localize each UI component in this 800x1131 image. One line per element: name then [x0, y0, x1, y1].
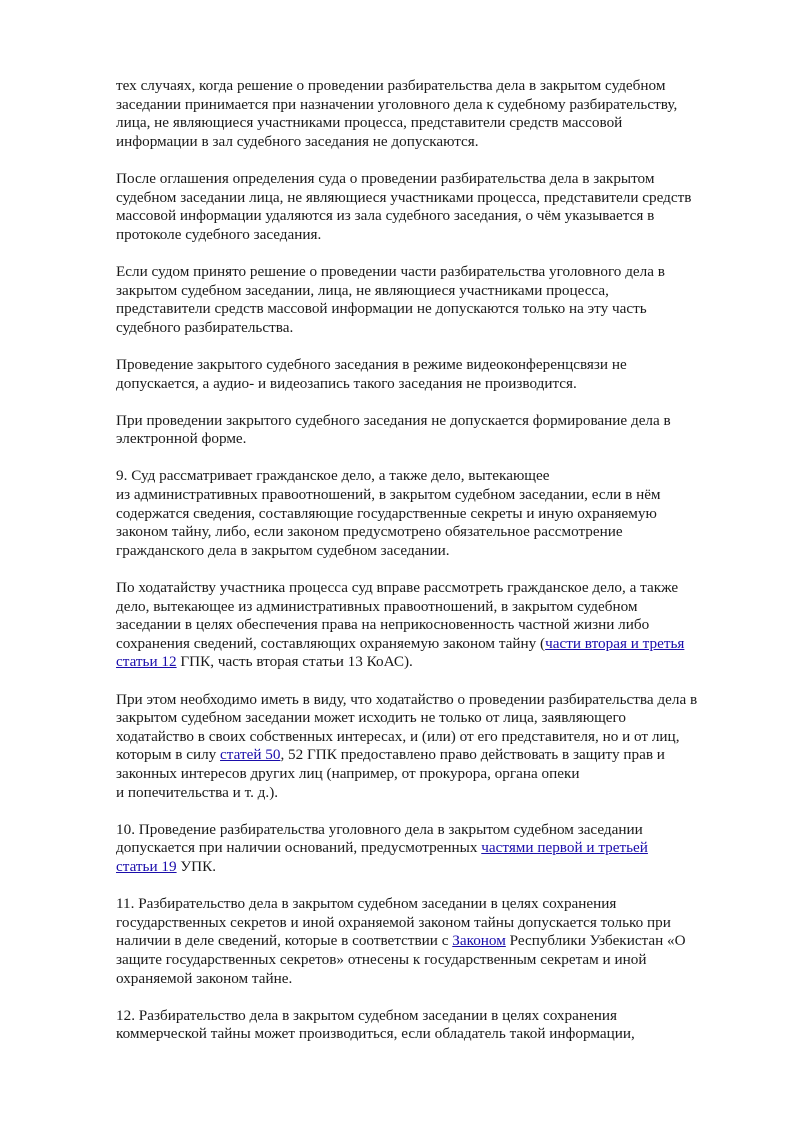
text-segment: гражданского дела в закрытом судебном заседании.	[116, 541, 450, 559]
text-line	[116, 765, 746, 784]
document-paragraph	[116, 356, 746, 393]
text-segment: 11. Разбирательство дела в закрытом судебном заседании в целях сохранения	[116, 895, 617, 913]
document-paragraph	[116, 821, 746, 877]
text-segment: закрытом судебном заседании может исходить не только от лица, заявляющего	[116, 709, 626, 727]
text-line	[116, 932, 746, 951]
text-segment: Республики Узбекистан «О	[505, 932, 686, 950]
document-paragraph	[116, 691, 746, 803]
text-segment: судебном заседании лица, не являющиеся участниками процесса, представители средств	[116, 188, 692, 206]
text-line	[116, 914, 746, 933]
text-segment: заседании в целях обеспечения права на неприкосновенность частной жизни либо	[116, 616, 650, 634]
reference-link[interactable]: части вторая и третья	[545, 634, 685, 652]
text-line	[116, 133, 746, 152]
text-segment: законных интересов других лиц (например, от прокурора, органа опеки	[116, 764, 580, 782]
text-segment: законом тайну, либо, если законом предусмотрено обязательное рассмотрение	[116, 523, 623, 541]
text-line	[116, 523, 746, 542]
text-line	[116, 728, 746, 747]
text-line	[116, 77, 746, 96]
text-line	[116, 467, 746, 486]
text-line	[116, 635, 746, 654]
reference-link[interactable]: статьи 19	[116, 857, 177, 875]
text-segment: коммерческой тайны может производиться, если обладатель такой информации,	[116, 1025, 635, 1043]
text-segment: государственных секретов и иной охраняемой законом тайны допускается только при	[116, 913, 671, 931]
text-line	[116, 300, 746, 319]
text-line	[116, 170, 746, 189]
text-segment: 10. Проведение разбирательства уголовного дела в закрытом судебном заседании	[116, 820, 643, 838]
document-paragraph	[116, 263, 746, 337]
text-line	[116, 1007, 746, 1026]
text-segment: информации в зал судебного заседания не допускаются.	[116, 132, 479, 150]
text-segment: протоколе судебного заседания.	[116, 225, 322, 243]
text-line	[116, 282, 746, 301]
text-line	[116, 709, 746, 728]
text-segment: электронной форме.	[116, 430, 247, 448]
reference-link[interactable]: статьи 12	[116, 653, 177, 671]
text-line	[116, 486, 746, 505]
text-line	[116, 579, 746, 598]
document-paragraph	[116, 170, 746, 244]
text-segment: Проведение закрытого судебного заседания в режиме видеоконференцсвязи не	[116, 355, 627, 373]
document-body	[116, 77, 746, 1062]
document-paragraph	[116, 412, 746, 449]
text-line	[116, 598, 746, 617]
text-segment: Если судом принято решение о проведении части разбирательства уголовного дела в	[116, 262, 665, 280]
text-segment: тех случаях, когда решение о проведении разбирательства дела в закрытом судебном	[116, 77, 666, 94]
text-line	[116, 226, 746, 245]
text-segment: из административных правоотношений, в закрытом судебном заседании, если в нём	[116, 486, 661, 504]
text-segment: представители средств массовой информации не допускаются только на эту часть	[116, 300, 647, 318]
reference-link[interactable]: частями первой и третьей	[481, 839, 648, 857]
text-segment: которым в силу	[116, 746, 221, 764]
text-segment: закрытом судебном заседании, лица, не являющиеся участниками процесса,	[116, 281, 609, 299]
document-paragraph	[116, 1007, 746, 1044]
text-line	[116, 375, 746, 394]
text-segment: После оглашения определения суда о проведении разбирательства дела в закрытом	[116, 169, 655, 187]
document-paragraph	[116, 467, 746, 560]
text-line	[116, 970, 746, 989]
text-line	[116, 616, 746, 635]
text-segment: наличии в деле сведений, которые в соответствии с	[116, 932, 453, 950]
document-paragraph	[116, 77, 746, 151]
text-segment: сохранения сведений, составляющих охраняемую законом тайну (	[116, 634, 546, 652]
text-line	[116, 263, 746, 282]
text-segment: 9. Суд рассматривает гражданское дело, а также дело, вытекающее	[116, 467, 550, 485]
text-line	[116, 207, 746, 226]
text-segment: охраняемой законом тайне.	[116, 969, 293, 987]
text-segment: содержатся сведения, составляющие государственные секреты и иную охраняемую	[116, 504, 657, 522]
text-segment: допускается, а аудио- и видеозапись такого заседания не производится.	[116, 374, 577, 392]
text-segment: ходатайство в своих собственных интересах, и (или) от его представителя, но и от лиц,	[116, 727, 680, 745]
text-segment: ГПК, часть вторая статьи 13 КоАС).	[176, 653, 413, 671]
text-line	[116, 189, 746, 208]
text-line	[116, 356, 746, 375]
text-segment: защите государственных секретов» отнесены к государственным секретам и иной	[116, 950, 647, 968]
text-line	[116, 951, 746, 970]
text-segment: и попечительства и т. д.).	[116, 783, 279, 801]
text-line	[116, 114, 746, 133]
text-line	[116, 542, 746, 561]
text-line	[116, 746, 746, 765]
text-segment: УПК.	[176, 857, 217, 875]
text-segment: По ходатайству участника процесса суд вправе рассмотреть гражданское дело, а также	[116, 579, 679, 597]
text-line	[116, 653, 746, 672]
text-segment: дело, вытекающее из административных правоотношений, в закрытом судебном	[116, 597, 638, 615]
document-paragraph	[116, 579, 746, 672]
text-line	[116, 691, 746, 710]
text-line	[116, 412, 746, 431]
reference-link[interactable]: Законом	[452, 932, 506, 950]
text-line	[116, 784, 746, 803]
text-segment: , 52 ГПК предоставлено право действовать в защиту прав и	[280, 746, 665, 764]
text-line	[116, 1025, 746, 1044]
text-segment: массовой информации удаляются из зала судебного заседания, о чём указывается в	[116, 207, 655, 225]
text-line	[116, 895, 746, 914]
text-line	[116, 821, 746, 840]
text-segment: заседании принимается при назначении уголовного дела к судебному разбирательству,	[116, 95, 678, 113]
reference-link[interactable]: статей 50	[220, 746, 281, 764]
text-line	[116, 839, 746, 858]
text-line	[116, 505, 746, 524]
text-segment: допускается при наличии оснований, предусмотренных	[116, 839, 482, 857]
text-segment: судебного разбирательства.	[116, 318, 294, 336]
document-paragraph	[116, 895, 746, 988]
text-line	[116, 430, 746, 449]
text-line	[116, 96, 746, 115]
text-segment: При этом необходимо иметь в виду, что ходатайство о проведении разбирательства дела в	[116, 690, 698, 708]
text-segment: При проведении закрытого судебного заседания не допускается формирование дела в	[116, 411, 671, 429]
text-line	[116, 319, 746, 338]
text-line	[116, 858, 746, 877]
text-segment: лица, не являющиеся участниками процесса, представители средств массовой	[116, 114, 623, 132]
text-segment: 12. Разбирательство дела в закрытом судебном заседании в целях сохранения	[116, 1006, 617, 1024]
